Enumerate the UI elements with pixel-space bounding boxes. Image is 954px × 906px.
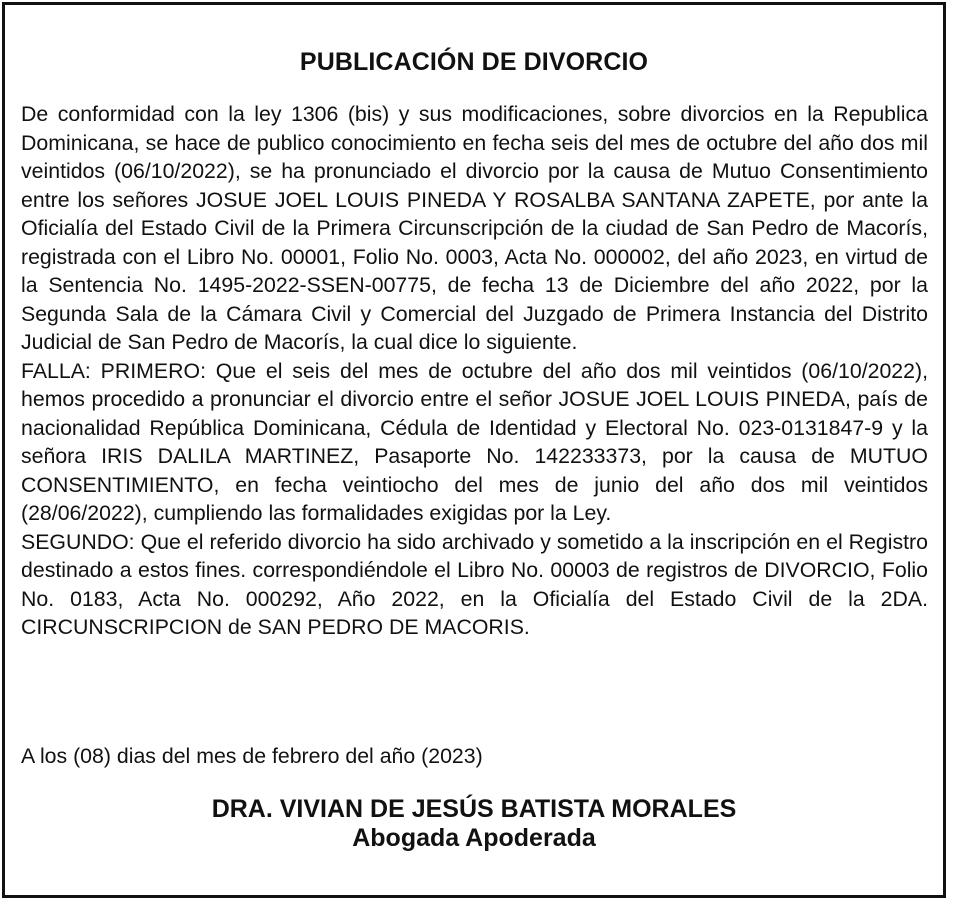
notice-body: [21, 100, 928, 642]
intro-paragraph: De conformidad con la ley 1306 (bis) y sus modificaciones, sobre divorcios en la Republica Dominicana, se hace de publico conocimiento en fecha seis del mes de octubre del año dos mil veintidos (06/10/2022), se ha pronunciado el divorcio por la causa de Mutuo Consentimiento entre los señores JOSUE JOEL LOUIS PINEDA Y ROSALBA SANTANA ZAPETE, por ante la Oficialía del Estado Civil de la Primera Circunscripción de la ciudad de San Pedro de Macorís, registrada con el Libro No. 00001, Folio No. 0003, Acta No. 000002, del año 2023, en virtud de la Sentencia No. 1495-2022-SSEN-00775, de fecha 13 de Diciembre del año 2022, por la Segunda Sala de la Cámara Civil y Comercial del Juzgado de Primera Instancia del Distrito Judicial de San Pedro de Macorís, la cual dice lo siguiente.: [21, 102, 928, 354]
notice-title: PUBLICACIÓN DE DIVORCIO: [299, 48, 649, 76]
ruling-first-paragraph: FALLA: PRIMERO: Que el seis del mes de octubre del año dos mil veintidos (06/10/2022), hemos procedido a pronunciar el divorcio entre el señor JOSUE JOEL LOUIS PINEDA, país de nacionalidad República Dominicana, Cédula de Identidad y Electoral No. 023-0131847-9 y la señora IRIS DALILA MARTINEZ, Pasaporte No. 142233373, por la causa de MUTUO CONSENTIMIENTO, en fecha veintiocho del mes de junio del año dos mil veintidos (28/06/2022), cumpliendo las formalidades exigidas por la Ley.: [21, 358, 928, 525]
ruling-second-paragraph: SEGUNDO: Que el referido divorcio ha sido archivado y sometido a la inscripción en el Registro destinado a estos fines. correspondiéndole el Libro No. 00003 de registros de DIVORCIO, Folio No. 0183, Acta No. 000292, Año 2022, en la Oficialía del Estado Civil de la 2DA. CIRCUNSCRIPCION de SAN PEDRO DE MACORIS.: [21, 529, 928, 639]
date-line: A los (08) dias del mes de febrero del año (2023): [21, 744, 483, 768]
divorce-notice: [2, 2, 946, 898]
signatory-name: DRA. VIVIAN DE JESÚS BATISTA MORALES: [211, 795, 737, 823]
signatory-role: Abogada Apoderada: [352, 824, 596, 852]
signature-block: [5, 795, 943, 853]
